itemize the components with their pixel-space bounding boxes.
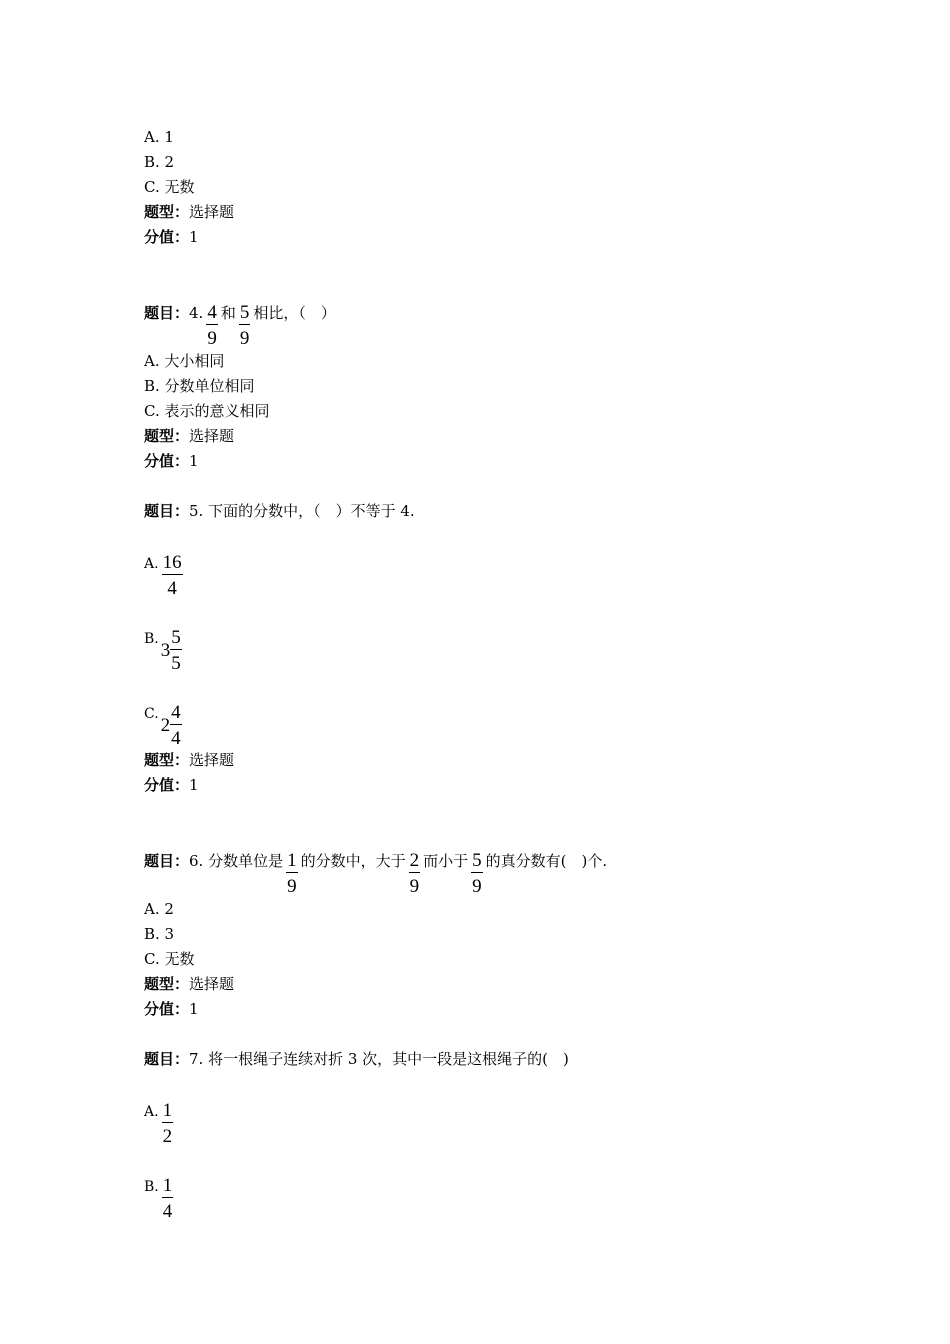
q3-option-b: B. 2 [144,153,175,171]
q5-score [144,775,199,795]
denominator: 9 [207,328,217,349]
q4-score [144,451,199,471]
score-value: 1 [189,452,199,470]
q6-text-mid1: 的分数中，大于 [300,852,406,870]
type-label: 题型： [144,427,190,445]
option-letter: A. [144,556,159,572]
fraction [409,850,421,898]
question-label: 题目： [144,852,190,870]
q4-type [144,426,234,446]
denominator: 4 [171,728,181,749]
type-value: 选择题 [189,751,235,769]
q3-option-c: C. 无数 [144,178,195,196]
numerator: 4 [207,302,217,323]
score-label: 分值： [144,1000,190,1018]
numerator: 1 [162,1175,173,1196]
q6-text-mid2: 而小于 [423,852,469,870]
type-value: 选择题 [189,203,235,221]
q4-option-b: B. 分数单位相同 [144,377,255,395]
q3-option-a: A. 1 [144,128,174,146]
whole-number: 3 [160,640,171,661]
question-label: 题目： [144,304,190,322]
denominator: 4 [162,1201,173,1222]
q5-option-b [144,615,185,674]
fraction [170,627,182,675]
q7-option-b [144,1163,176,1222]
type-value: 选择题 [189,975,235,993]
denominator: 9 [287,876,297,897]
option-letter: A. [144,1104,159,1120]
q7-text: 7. 将一根绳子连续对折 3 次，其中一段是这根绳子的( ) [189,1050,569,1068]
fraction [286,850,298,898]
numerator: 5 [472,850,482,871]
denominator: 9 [472,876,482,897]
fraction [239,302,251,350]
fraction [471,850,483,898]
q5-option-c [144,690,185,749]
q5-text: 5. 下面的分数中，（ ）不等于 4. [189,502,415,520]
numerator: 1 [287,850,297,871]
numerator: 16 [162,552,182,573]
q4-stem [144,290,336,349]
denominator: 5 [171,653,181,674]
q6-option-c: C. 无数 [144,950,195,968]
q7-option-a [144,1088,176,1147]
option-letter: B. [144,631,159,647]
fraction [206,302,218,350]
score-label: 分值： [144,776,190,794]
q6-type [144,974,234,994]
option-letter: C. [144,706,159,722]
score-value: 1 [189,776,199,794]
score-value: 1 [189,1000,199,1018]
q6-score [144,999,199,1019]
q6-text-prefix: 6. 分数单位是 [189,852,284,870]
q4-text-suffix: 相比，（ ） [253,304,336,322]
numerator: 4 [171,702,181,723]
q5-type [144,750,234,770]
score-label: 分值： [144,228,190,246]
numerator: 1 [162,1100,173,1121]
q5-option-a [144,540,186,599]
denominator: 9 [409,876,420,897]
fraction [170,702,182,750]
fraction [162,1100,174,1148]
q4-option-a: A. 大小相同 [144,352,225,370]
type-label: 题型： [144,975,190,993]
q4-number: 4. [189,304,204,322]
score-label: 分值： [144,452,190,470]
q4-text-mid: 和 [220,304,236,322]
denominator: 4 [167,578,177,599]
denominator: 2 [162,1126,173,1147]
q6-option-a: A. 2 [144,900,174,918]
option-letter: B. [144,1179,159,1195]
q6-text-suffix: 的真分数有( )个. [485,852,608,870]
score-value: 1 [189,228,199,246]
q4-option-c: C. 表示的意义相同 [144,402,270,420]
numerator: 5 [239,302,250,323]
fraction [162,1175,174,1223]
q5-stem [144,501,415,521]
type-value: 选择题 [189,427,235,445]
q3-score [144,227,199,247]
q7-stem [144,1049,569,1069]
type-label: 题型： [144,203,190,221]
whole-number: 2 [160,715,171,736]
numerator: 5 [171,627,181,648]
question-label: 题目： [144,1050,190,1068]
q3-type [144,202,234,222]
fraction [162,552,183,600]
denominator: 9 [239,328,250,349]
type-label: 题型： [144,751,190,769]
q6-stem [144,838,608,897]
numerator: 2 [409,850,420,871]
q6-option-b: B. 3 [144,925,175,943]
question-label: 题目： [144,502,190,520]
